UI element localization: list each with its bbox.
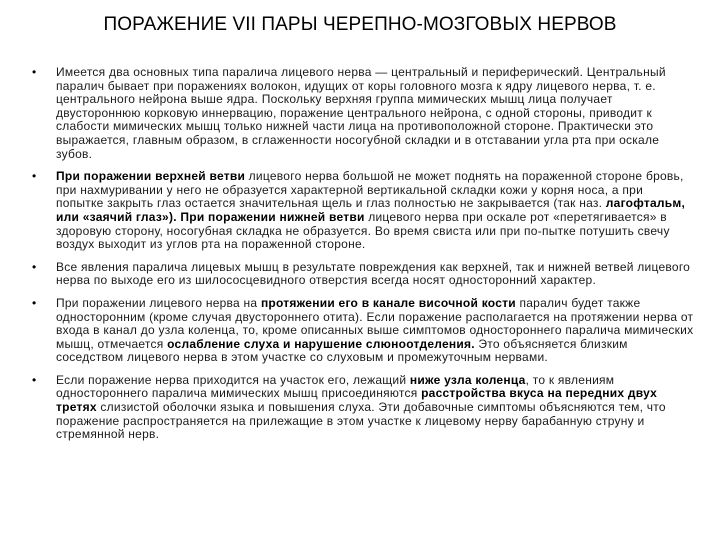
list-item bbox=[34, 66, 694, 161]
body-text: Если поражение нерва приходится на участок его, лежащий bbox=[56, 372, 410, 387]
list-item bbox=[34, 374, 694, 442]
emphasis-text: При поражении верхней ветви bbox=[56, 169, 246, 184]
list-item-text bbox=[56, 297, 694, 365]
body-text: Это объясняется близким соседством лицевого нерва в этом участке со слуховым и промежуточным нервами. bbox=[56, 336, 628, 365]
list-item bbox=[34, 170, 694, 252]
bullet-list bbox=[34, 66, 694, 442]
body-text: паралич будет также односторонним (кроме случая двустороннего отита). Если поражение располагается на протяжении нерва от входа в канал до узла коленца, то, кроме описанных выше симптомов одностороннего паралича мимических мышц, отмечается bbox=[56, 295, 694, 351]
list-item-text bbox=[56, 170, 694, 252]
body-text: , то к явлениям одностороннего паралича мимических мышц присоединяются bbox=[56, 372, 615, 401]
list-item-text bbox=[56, 261, 694, 288]
emphasis-text: протяжении его в канале височной кости bbox=[260, 295, 516, 310]
list-item-text bbox=[56, 374, 694, 442]
bullet-icon: • bbox=[32, 259, 37, 274]
body-text: лицевого нерва большой не может поднять на пораженной стороне бровь, при нахмуривании у него не образуется характерной вертикальной складки кожи у корня носа, а при попытке закрыть глаз остается значительная щель и глаз полностью не закрывается (так наз. bbox=[56, 169, 684, 211]
emphasis-text: ниже узла коленца bbox=[409, 372, 526, 387]
emphasis-text: расстройства вкуса на передних двух третях bbox=[56, 386, 658, 415]
bullet-icon: • bbox=[32, 169, 37, 184]
bullet-icon: • bbox=[32, 65, 37, 79]
body-text: При поражении лицевого нерва на bbox=[56, 295, 261, 310]
body-text: Все явления паралича лицевых мышц в результате повреждения как верхней, так и нижней ветвей лицевого нерва по выходе его из шилососцевидного отверстия всегда носят односторонний характер. bbox=[56, 259, 691, 288]
list-item-text bbox=[56, 66, 694, 161]
body-text: лицевого нерва при оскале рот «перетягивается» в здоровую сторону, носогубная складка не образуется. Во время свиста или при по-пытке потушить свечу воздух выходит из углов рта на пораженной стороне. bbox=[56, 209, 670, 252]
bullet-icon: • bbox=[32, 295, 37, 310]
bullet-icon: • bbox=[32, 372, 37, 387]
list-item bbox=[34, 261, 694, 288]
emphasis-text: ослабление слуха и нарушение слюноотделения. bbox=[167, 336, 475, 351]
emphasis-text: лагофтальм, или «заячий глаз»). При поражении нижней ветви bbox=[56, 196, 686, 224]
body-text: слизистой оболочки языка и повышения слуха. Эти добавочные симптомы объясняются тем, что поражение распространяется на прилежащие в этом участке к лицевому нерву барабанную струну и стремянной нерв. bbox=[56, 400, 666, 442]
list-item bbox=[34, 297, 694, 365]
slide-title: ПОРАЖЕНИЕ VII ПАРЫ ЧЕРЕПНО-МОЗГОВЫХ НЕРВОВ bbox=[103, 14, 617, 35]
body-text: Имеется два основных типа паралича лицевого нерва — центральный и периферический. Центральный паралич бывает при поражениях волокон, идущих от коры головного мозга к ядру лицевого нерва, т. е. центрального нейрона выше ядра. Поскольку верхняя группа мимических мышц лица получает двустороннюю корковую иннервацию, поражение центрального нейрона, с одной стороны, приводит к слабости мимических мышц только нижней части лица на противоположной стороне. Практически это выражается, главным образом, в сглаженности носогубной складки и в отставании угла рта при оскале зубов. bbox=[56, 65, 666, 161]
